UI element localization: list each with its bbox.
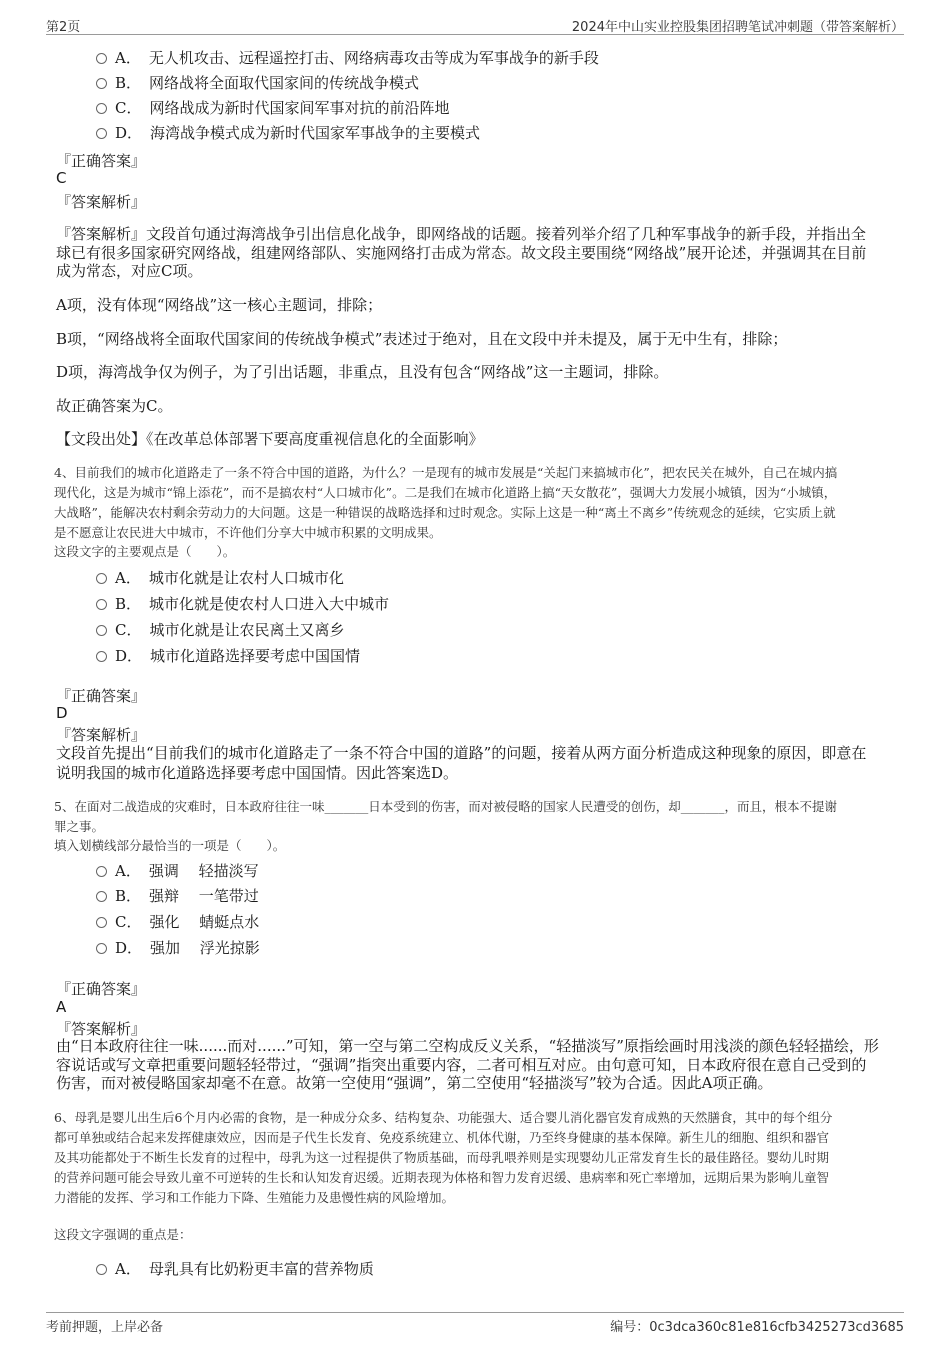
q6-option-a[interactable]: A． 母乳具有比奶粉更丰富的营养物质 [96, 1258, 374, 1279]
q3-analysis-line-2: 球已有很多国家研究网络战，组建网络部队、实施网络打击成为常态。故文段主要围绕“网络战”展开论述，并强调其在目前 [56, 244, 867, 262]
q4-stem-line-4: 是不愿意让农民进大中城市，不许他们分享大中城市积累的文明成果。 [54, 525, 442, 540]
radio-icon[interactable] [96, 103, 107, 114]
q4-answer: D [56, 704, 68, 722]
q5-answer: A [56, 998, 67, 1016]
q5-question: 填入划横线部分最恰当的一项是（ ）。 [54, 838, 286, 853]
q5-option-c[interactable]: C． 强化 蜻蜓点水 [96, 911, 259, 932]
radio-icon[interactable] [96, 891, 107, 902]
q3-answer: C [56, 169, 67, 187]
q3-conclusion: 故正确答案为C。 [56, 397, 173, 415]
q4-option-c[interactable]: C． 城市化就是让农民离土又离乡 [96, 619, 345, 640]
q4-analysis-label: 『答案解析』 [56, 726, 147, 744]
q6-stem-line-2: 都可单独或结合起来发挥健康效应，因而是子代生长发育、免疫系统建立、机体代谢，乃至终身健康的基本保障。新生儿的细胞、组织和器官 [54, 1130, 830, 1145]
q4-question: 这段文字的主要观点是（ ）。 [54, 544, 236, 559]
page-footer [46, 1312, 904, 1335]
q4-answer-label: 『正确答案』 [56, 687, 147, 705]
radio-icon[interactable] [96, 651, 107, 662]
radio-icon[interactable] [96, 917, 107, 928]
q5-analysis-line-3: 伤害，而对被侵略国家却毫不在意。故第一空使用“强调”，第二空使用“轻描淡写”较为合适。因此A项正确。 [56, 1074, 773, 1092]
q4-stem-line-2: 现代化，这是为城市“锦上添花”，而不是搞农村“人口城市化”。二是我们在城市化道路上搞“天女散花”，强调大力发展小城镇，因为“小城镇， [54, 485, 837, 500]
q6-stem-line-5: 力潜能的发挥、学习和工作能力下降、生殖能力及患慢性病的风险增加。 [54, 1190, 455, 1205]
q3-b-note: B项，“网络战将全面取代国家间的传统战争模式”表述过于绝对，且在文段中并未提及，属于无中生有，排除； [56, 330, 788, 348]
q5-stem-line-2: 罪之事。 [54, 819, 105, 834]
q3-analysis-line-1: 『答案解析』文段首句通过海湾战争引出信息化战争，即网络战的话题。接着列举介绍了几种军事战争的新手段，并指出全 [56, 225, 867, 243]
q5-stem-line-1: 5、在面对二战造成的灾难时，日本政府往往一味_______日本受到的伤害，而对被侵略的国家人民遭受的创伤，却_______，而且，根本不提谢 [54, 799, 837, 814]
q5-option-d[interactable]: D． 强加 浮光掠影 [96, 937, 260, 958]
q5-option-b[interactable]: B． 强辩 一笔带过 [96, 885, 259, 906]
radio-icon[interactable] [96, 625, 107, 636]
q3-analysis-label: 『答案解析』 [56, 193, 147, 211]
q3-analysis-line-3: 成为常态，对应C项。 [56, 262, 203, 280]
q6-stem-line-3: 及其功能都处于不断生长发育的过程中，母乳为这一过程提供了物质基础，而母乳喂养则是实现婴幼儿正常发育生长的最佳路径。婴幼儿时期 [54, 1150, 830, 1165]
q3-option-c[interactable]: C． 网络战成为新时代国家间军事对抗的前沿阵地 [96, 97, 450, 118]
q3-answer-label: 『正确答案』 [56, 152, 147, 170]
q5-analysis-label: 『答案解析』 [56, 1020, 147, 1038]
q4-stem-line-3: 大战略”，能解决农村剩余劳动力的大问题。这是一种错误的战略选择和过时观念。实际上这是一种“离土不离乡”传统观念的延续，它实质上就 [54, 505, 836, 520]
q4-option-a[interactable]: A． 城市化就是让农村人口城市化 [96, 567, 344, 588]
q4-option-b[interactable]: B． 城市化就是使农村人口进入大中城市 [96, 593, 389, 614]
footer-slogan: 考前押题，上岸必备 [46, 1320, 164, 1335]
q3-option-b[interactable]: B． 网络战将全面取代国家间的传统战争模式 [96, 72, 419, 93]
q6-stem-line-4: 的营养问题可能会导致儿童不可逆转的生长和认知发育迟缓。近期表现为体格和智力发育迟缓、患病率和死亡率增加，远期后果为影响儿童智 [54, 1170, 830, 1185]
q6-stem-line-1: 6、母乳是婴儿出生后6个月内必需的食物，是一种成分众多、结构复杂、功能强大、适合婴儿消化器官发育成熟的天然膳食，其中的每个组分 [54, 1110, 833, 1125]
document-title: 2024年中山实业控股集团招聘笔试冲刺题（带答案解析） [571, 20, 904, 35]
document-code: 编号：0c3dca360c81e816cfb3425273cd3685 [610, 1320, 904, 1335]
q4-stem-line-1: 4、目前我们的城市化道路走了一条不符合中国的道路，为什么？一是现有的城市发展是“关起门来搞城市化”，把农民关在城外，自己在城内搞 [54, 465, 838, 480]
page-header [46, 14, 904, 35]
radio-icon[interactable] [96, 53, 107, 64]
q4-option-d[interactable]: D． 城市化道路选择要考虑中国国情 [96, 645, 360, 666]
q5-answer-label: 『正确答案』 [56, 980, 147, 998]
radio-icon[interactable] [96, 1264, 107, 1275]
radio-icon[interactable] [96, 943, 107, 954]
q3-a-note: A项，没有体现“网络战”这一核心主题词，排除； [56, 296, 383, 314]
q5-analysis-line-2: 容说话或写文章把重要问题轻轻带过，“强调”指突出重要内容，二者可相互对应。由句意可知，日本政府很在意自己受到的 [56, 1056, 867, 1074]
q5-option-a[interactable]: A． 强调 轻描淡写 [96, 860, 259, 881]
q4-analysis-line-1: 文段首先提出“目前我们的城市化道路走了一条不符合中国的道路”的问题，接着从两方面分析造成这种现象的原因，即意在 [56, 744, 867, 762]
radio-icon[interactable] [96, 599, 107, 610]
radio-icon[interactable] [96, 573, 107, 584]
radio-icon[interactable] [96, 866, 107, 877]
q3-option-a[interactable]: A． 无人机攻击、远程遥控打击、网络病毒攻击等成为军事战争的新手段 [96, 47, 599, 68]
radio-icon[interactable] [96, 128, 107, 139]
q3-source: 【文段出处】《在改革总体部署下要高度重视信息化的全面影响》 [56, 430, 484, 448]
q4-analysis-line-2: 说明我国的城市化道路选择要考虑中国国情。因此答案选D。 [56, 764, 459, 782]
q6-question: 这段文字强调的重点是： [54, 1227, 192, 1242]
radio-icon[interactable] [96, 78, 107, 89]
q3-d-note: D项，海湾战争仅为例子，为了引出话题，非重点，且没有包含“网络战”这一主题词，排除。 [56, 363, 669, 381]
q3-option-d[interactable]: D． 海湾战争模式成为新时代国家军事战争的主要模式 [96, 122, 480, 143]
page-number: 第2页 [46, 20, 81, 35]
q5-analysis-line-1: 由“日本政府往往一味......而对......”可知，第一空与第二空构成反义关系，“轻描淡写”原指绘画时用浅淡的颜色轻轻描绘，形 [56, 1037, 879, 1055]
